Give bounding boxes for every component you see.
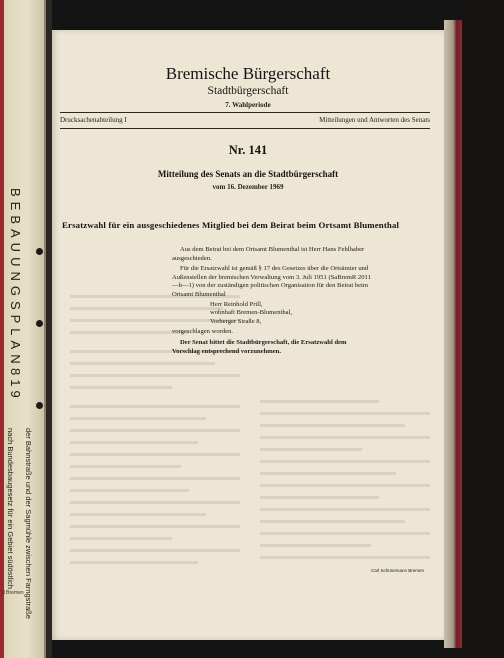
header-rule-top bbox=[60, 112, 430, 113]
plan-number: 819 bbox=[8, 368, 23, 402]
address-line-2: wohnhaft Bremen-Blumenthal, bbox=[210, 309, 293, 317]
document-date: vom 16. Dezember 1969 bbox=[212, 183, 284, 191]
header-rule-bottom bbox=[60, 128, 430, 129]
section-label: Mitteilungen und Antworten des Senats bbox=[319, 116, 430, 124]
document-page bbox=[52, 30, 444, 640]
bebauungsplan-title: BEBAUUNGSPLAN bbox=[8, 188, 23, 369]
punch-hole bbox=[36, 320, 43, 327]
department-label: Drucksachenabteilung I bbox=[60, 116, 127, 124]
address-line-3: Vorberger Straße 8, bbox=[210, 317, 262, 325]
paragraph-3: vorgeschlagen worden. bbox=[172, 328, 234, 336]
paragraph-1: Aus dem Beirat bei dem Ortsamt Blumenthal ist Herr Hans Fehlhaber ausgeschieden. bbox=[172, 246, 365, 262]
mitteilung-title: Mitteilung des Senats an die Stadtbürgerschaft bbox=[157, 169, 339, 179]
header-title: Bremische Bürgerschaft bbox=[165, 64, 331, 83]
plan-description-line2: der Bahnstraße und der Sagmühle zwischen Farngstraße bbox=[24, 428, 33, 619]
book-cover-edge bbox=[444, 20, 462, 648]
punch-hole bbox=[36, 402, 43, 409]
document-number: Nr. 141 bbox=[228, 143, 268, 157]
printer-imprint: Carl Schünemann Bremen bbox=[370, 568, 424, 573]
left-page-footer: d Bremen bbox=[2, 590, 24, 596]
paragraph-2: Für die Ersatzwahl ist gemäß § 17 des Gesetzes über die Ortsämter und Außenstellen der bremischen Verwaltung vom 3. Juli 1951 (SaBremR 2011—b—1) von der zuständigen politischen Organisation für den Beirat beim Ortsamt Blumenthal bbox=[172, 265, 371, 298]
legislative-period: 7. Wahlperiode bbox=[225, 101, 271, 109]
background-dark bbox=[462, 0, 504, 658]
plan-description-line1: nach Bundesbaugesetz für ein Gebiet südöstlich bbox=[6, 428, 15, 589]
paragraph-4: Der Senat bittet die Stadtbürgerschaft, die Ersatzwahl dem Vorschlag entsprechend vorzunehmen. bbox=[172, 338, 347, 355]
punch-hole bbox=[36, 248, 43, 255]
left-page-red-edge bbox=[0, 0, 4, 658]
address-line-1: Herr Reinhold Prill, bbox=[210, 300, 263, 308]
header-subtitle: Stadtbürgerschaft bbox=[207, 85, 289, 97]
subject-heading: Ersatzwahl für ein ausgeschiedenes Mitglied bei dem Beirat beim Ortsamt Blumenthal bbox=[62, 220, 400, 230]
left-page bbox=[0, 0, 46, 658]
body-text bbox=[172, 246, 372, 356]
